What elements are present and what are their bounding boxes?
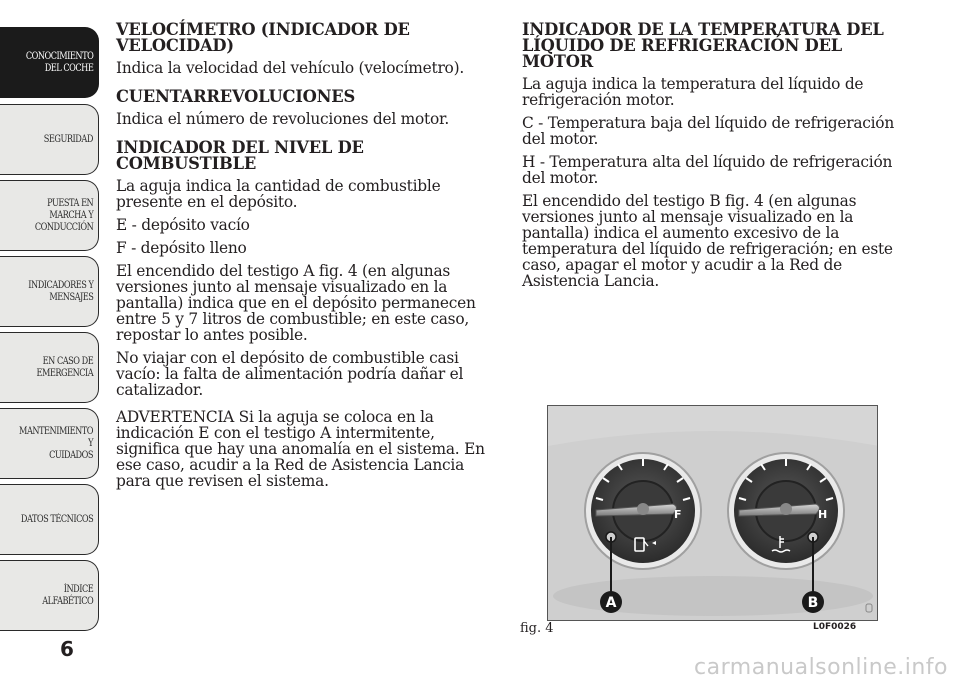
right-column xyxy=(522,22,902,296)
section-title-nivel-combustible: INDICADOR DEL NIVEL DE COMBUSTIBLE xyxy=(116,138,364,173)
figure-caption: fig. 4 xyxy=(520,621,554,636)
tab-conocimiento-del-coche[interactable] xyxy=(0,27,99,98)
tab-indicadores-y-mensajes[interactable] xyxy=(0,256,99,327)
callout-a: A xyxy=(605,595,617,611)
tab-label: DATOS TÉCNICOS xyxy=(20,513,93,525)
tab-en-caso-de-emergencia[interactable] xyxy=(0,332,99,403)
left-column xyxy=(116,22,496,496)
section-title-temperatura-refrigerante: INDICADOR DE LA TEMPERATURA DEL LÍQUIDO DE REFRIGERACIÓN DEL MOTOR xyxy=(522,20,884,71)
paragraph: F - depósito lleno xyxy=(116,239,247,257)
figure-code: L0F0026 xyxy=(813,622,857,632)
watermark: carmanualsonline.info xyxy=(694,655,948,680)
section-title-velocimetro: VELOCÍMETRO (INDICADOR DE VELOCIDAD) xyxy=(116,20,410,55)
warning-paragraph: ADVERTENCIA Si la aguja se coloca en la indicación E con el testigo A intermitente, significa que hay una anomalía en el sistema. En ese caso, acudir a la Red de Asistencia Lancia para que revisen el sistema. xyxy=(116,408,485,490)
tab-label: SEGURIDAD xyxy=(43,133,93,145)
tab-label: PUESTA EN MARCHA Y CONDUCCIÓN xyxy=(34,197,93,233)
paragraph: El encendido del testigo A fig. 4 (en algunas versiones junto al mensaje visualizado en la pantalla) indica que en el depósito permanecen entre 5 y 7 litros de combustible; en este caso, repostar lo antes posible. xyxy=(116,262,476,344)
fuel-gauge xyxy=(585,453,701,569)
tab-datos-tecnicos[interactable] xyxy=(0,484,99,555)
paragraph: H - Temperatura alta del líquido de refrigeración del motor. xyxy=(522,153,893,187)
page-number: 6 xyxy=(60,637,74,661)
gauges-figure xyxy=(547,405,878,621)
tab-label: EN CASO DE EMERGENCIA xyxy=(36,355,93,379)
paragraph: El encendido del testigo B fig. 4 (en algunas versiones junto al mensaje visualizado en la pantalla) indica el aumento excesivo de la temperatura del líquido de refrigeración; en este caso, apagar el motor y acudir a la Red de Asistencia Lancia. xyxy=(522,192,893,290)
paragraph: La aguja indica la temperatura del líquido de refrigeración motor. xyxy=(522,75,864,109)
section-title-cuentarrevoluciones: CUENTARREVOLUCIONES xyxy=(116,87,356,106)
tab-label: ÍNDICE ALFABÉTICO xyxy=(41,583,93,607)
tab-label: INDICADORES Y MENSAJES xyxy=(27,279,93,303)
paragraph: Indica el número de revoluciones del motor. xyxy=(116,110,450,128)
temp-hot-mark: H xyxy=(818,508,828,521)
tab-seguridad[interactable] xyxy=(0,104,99,175)
paragraph: E - depósito vacío xyxy=(116,216,250,234)
tab-indice-alfabetico[interactable] xyxy=(0,560,99,631)
tab-label: CONOCIMIENTO DEL COCHE xyxy=(25,50,93,74)
callout-b: B xyxy=(807,595,819,611)
gauges-illustration xyxy=(548,406,878,621)
temperature-gauge xyxy=(728,453,844,569)
tab-label: MANTENIMIENTO Y CUIDADOS xyxy=(19,425,94,461)
paragraph: La aguja indica la cantidad de combustible presente en el depósito. xyxy=(116,177,441,211)
paragraph: Indica la velocidad del vehículo (velocímetro). xyxy=(116,59,464,77)
paragraph: C - Temperatura baja del líquido de refrigeración del motor. xyxy=(522,114,894,148)
fuel-full-mark: F xyxy=(674,508,682,521)
tab-mantenimiento-y-cuidados[interactable] xyxy=(0,408,99,479)
tab-puesta-en-marcha[interactable] xyxy=(0,180,99,251)
paragraph: No viajar con el depósito de combustible casi vacío: la falta de alimentación podría dañar el catalizador. xyxy=(116,349,464,399)
